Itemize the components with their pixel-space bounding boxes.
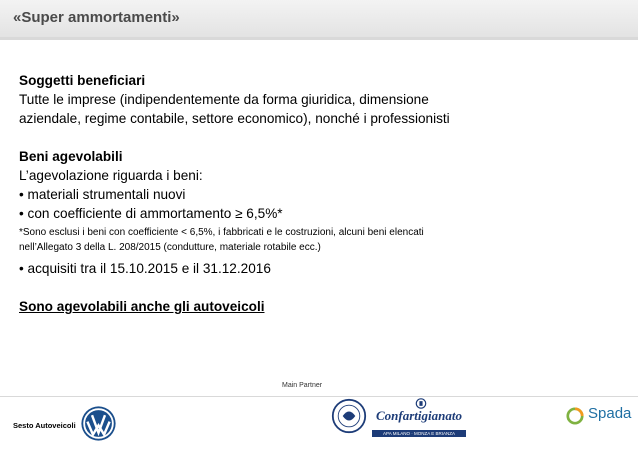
spada-name: Spada — [588, 405, 632, 422]
heading-soggetti: Soggetti beneficiari — [19, 73, 146, 88]
slide-title: «Super ammortamenti» — [13, 9, 180, 26]
bullet-item: • acquisiti tra il 15.10.2015 e il 31.12.2016 — [19, 261, 271, 276]
heading-beni: Beni agevolabili — [19, 149, 123, 164]
heading-autoveicoli: Sono agevolabili anche gli autoveicoli — [19, 299, 265, 314]
title-bar — [0, 0, 638, 37]
vw-logo-icon — [80, 405, 117, 442]
text-line: aziendale, regime contabile, settore economico), nonché i professionisti — [19, 111, 450, 126]
text-line: Tutte le imprese (indipendentemente da forma giuridica, dimensione — [19, 92, 429, 107]
footnote — [19, 225, 619, 255]
slide-body — [19, 71, 619, 316]
confartigianato-subtitle: APA MILANO · MONZA E BRIANZA — [372, 430, 466, 437]
bullet-item: • con coefficiente di ammortamento ≥ 6,5%* — [19, 206, 283, 221]
sesto-autoveicoli-logo: Sesto Autoveicoli — [13, 421, 76, 430]
spada-logo — [566, 403, 630, 439]
bullet-item: • materiali strumentali nuovi — [19, 187, 186, 202]
confartigianato-name: Confartigianato — [376, 408, 462, 423]
seal-logo-icon — [331, 398, 367, 434]
main-partner-label: Main Partner — [282, 382, 323, 389]
title-divider — [0, 37, 638, 40]
footnote-line: *Sono esclusi i beni con coefficiente < 6,5%, i fabbricati e le costruzioni, alcuni beni elencati — [19, 227, 424, 238]
spada-mark-icon — [566, 407, 584, 425]
footnote-line: nell’Allegato 3 della L. 208/2015 (condutture, materiale rotabile ecc.) — [19, 242, 321, 253]
spacer — [19, 128, 619, 147]
text-line: L’agevolazione riguarda i beni: — [19, 168, 203, 183]
confartigianato-logo — [372, 398, 466, 440]
spacer — [19, 278, 619, 297]
footer-divider — [0, 396, 638, 397]
